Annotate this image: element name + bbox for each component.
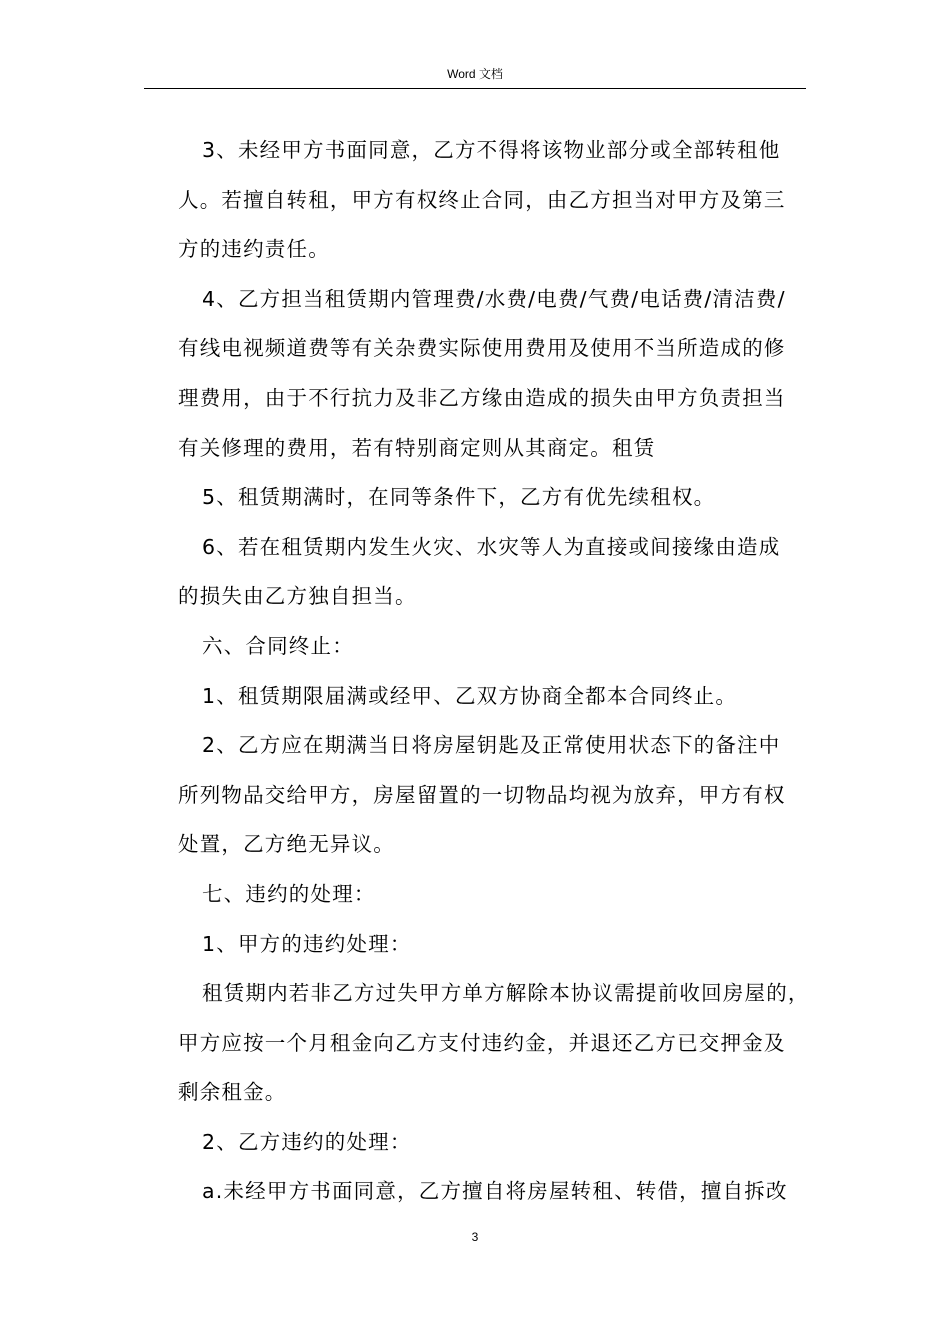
paragraph-line: a.未经甲方书面同意，乙方擅自将房屋转租、转借，擅自拆改	[202, 1179, 788, 1204]
paragraph-line: 租赁期内若非乙方过失甲方单方解除本协议需提前收回房屋的，	[202, 981, 810, 1006]
paragraph-line: 甲方应按一个月租金向乙方支付违约金，并退还乙方已交押金及	[178, 1030, 786, 1055]
page-number: 3	[471, 1230, 479, 1244]
paragraph-line: 所列物品交给甲方，房屋留置的一切物品均视为放弃，甲方有权	[178, 782, 786, 807]
paragraph-line: 有关修理的费用，若有特别商定则从其商定。租赁	[178, 435, 656, 460]
paragraph-line: 剩余租金。	[178, 1080, 287, 1105]
paragraph-line: 人。若擅自转租，甲方有权终止合同，由乙方担当对甲方及第三	[178, 187, 786, 212]
page-header: Word 文档	[447, 67, 503, 81]
paragraph-line: 3、未经甲方书面同意，乙方不得将该物业部分或全部转租他	[202, 138, 781, 162]
paragraph-line: 4、乙方担当租赁期内管理费/水费/电费/气费/电话费/清洁费/	[202, 286, 786, 311]
paragraph-line: 理费用，由于不行抗力及非乙方缘由造成的损失由甲方负责担当	[178, 385, 786, 410]
paragraph-line: 有线电视频道费等有关杂费实际使用费用及使用不当所造成的修	[178, 336, 786, 361]
paragraph-line: 1、甲方的违约处理：	[202, 931, 412, 956]
paragraph-line: 1、租赁期限届满或经甲、乙双方协商全都本合同终止。	[202, 683, 738, 708]
paragraph-line: 5、租赁期满时，在同等条件下，乙方有优先续租权。	[202, 485, 716, 510]
paragraph-line: 的损失由乙方独自担当。	[178, 584, 417, 609]
paragraph-line: 2、乙方违约的处理：	[202, 1129, 412, 1154]
section-heading: 六、合同终止：	[202, 633, 354, 658]
document-body	[178, 126, 808, 1217]
paragraph-line: 6、若在租赁期内发生火灾、水灾等人为直接或间接缘由造成	[202, 534, 781, 559]
header-rule	[144, 88, 806, 89]
paragraph-line: 方的违约责任。	[178, 237, 330, 262]
section-heading: 七、违约的处理：	[202, 881, 376, 906]
paragraph-line: 2、乙方应在期满当日将房屋钥匙及正常使用状态下的备注中	[202, 733, 781, 758]
paragraph-line: 处置，乙方绝无异议。	[178, 832, 395, 857]
